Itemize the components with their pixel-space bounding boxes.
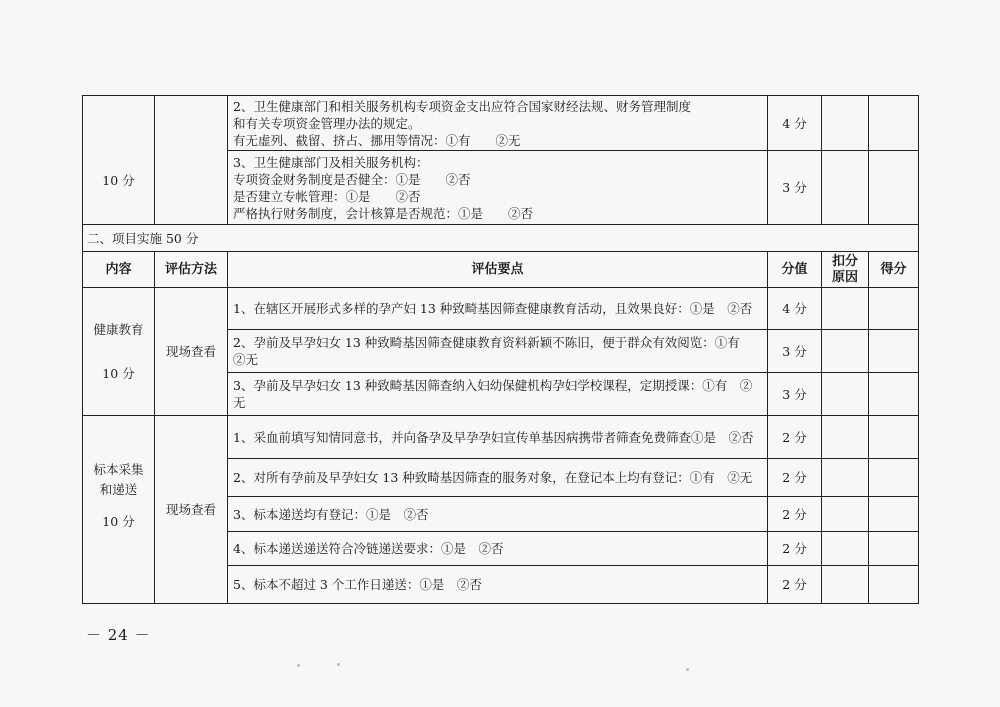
earned-cell — [869, 532, 919, 566]
deduction-cell — [822, 459, 869, 497]
content-cell — [83, 96, 155, 225]
content-score: 10 分 — [102, 172, 135, 188]
content-score: 10 分 — [102, 365, 135, 381]
earned-cell — [869, 288, 919, 330]
earned-cell — [869, 330, 919, 373]
score-value: 2 分 — [768, 566, 822, 604]
score-value: 2 分 — [768, 497, 822, 532]
earned-cell — [869, 151, 919, 225]
header-points: 评估要点 — [228, 252, 768, 288]
scan-speck — [297, 664, 300, 667]
table-row — [83, 96, 919, 151]
scan-speck — [686, 668, 689, 671]
content-score: 10 分 — [102, 514, 135, 529]
score-value: 2 分 — [768, 459, 822, 497]
evaluation-point: 1、采血前填写知情同意书，并向备孕及早孕孕妇宣传单基因病携带者筛查免费筛查①是 ②否 — [228, 416, 768, 459]
evaluation-point: 1、在辖区开展形式多样的孕产妇 13 种致畸基因筛查健康教育活动，且效果良好：①是 ②否 — [228, 288, 768, 330]
evaluation-point: 2、孕前及早孕妇女 13 种致畸基因筛查健康教育资料新颖不陈旧，便于群众有效阅览：①有 ②无 — [228, 330, 768, 373]
table-row — [83, 416, 919, 459]
header-deduction: 扣分原因 — [822, 252, 869, 288]
scan-speck — [337, 663, 340, 666]
deduction-cell — [822, 373, 869, 416]
score-value: 4 分 — [768, 96, 822, 151]
deduction-cell — [822, 416, 869, 459]
evaluation-point: 2、对所有孕前及早孕妇女 13 种致畸基因筛查的服务对象，在登记本上均有登记：①有 ②无 — [228, 459, 768, 497]
earned-cell — [869, 96, 919, 151]
score-value: 3 分 — [768, 330, 822, 373]
score-value: 4 分 — [768, 288, 822, 330]
evaluation-point: 2、卫生健康部门和相关服务机构专项资金支出应符合国家财经法规、财务管理制度 和有关专项资金管理办法的规定。 有无虚列、截留、挤占、挪用等情况：①有 ②无 — [228, 96, 768, 151]
method-cell: 现场查看 — [155, 288, 228, 416]
table-header-row — [83, 252, 919, 288]
score-value: 2 分 — [768, 416, 822, 459]
score-value: 2 分 — [768, 532, 822, 566]
header-score: 分值 — [768, 252, 822, 288]
table-row — [83, 225, 919, 252]
content-cell — [83, 288, 155, 416]
page-number: － 24 － — [86, 626, 151, 644]
header-content: 内容 — [83, 252, 155, 288]
section-title: 二、项目实施 50 分 — [83, 225, 919, 252]
deduction-cell — [822, 96, 869, 151]
score-value: 3 分 — [768, 373, 822, 416]
evaluation-point: 3、标本递送均有登记：①是 ②否 — [228, 497, 768, 532]
evaluation-point: 4、标本递送递送符合冷链递送要求：①是 ②否 — [228, 532, 768, 566]
earned-cell — [869, 497, 919, 532]
evaluation-point: 5、标本不超过 3 个工作日递送：①是 ②否 — [228, 566, 768, 604]
deduction-cell — [822, 151, 869, 225]
evaluation-point: 3、孕前及早孕妇女 13 种致畸基因筛查纳入妇幼保健机构孕妇学校课程，定期授课：①有 ②无 — [228, 373, 768, 416]
earned-cell — [869, 459, 919, 497]
earned-cell — [869, 566, 919, 604]
evaluation-point: 3、卫生健康部门及相关服务机构： 专项资金财务制度是否健全：①是 ②否 是否建立专帐管理：①是 ②否 严格执行财务制度，会计核算是否规范：①是 ②否 — [228, 151, 768, 225]
evaluation-table-page — [82, 95, 918, 604]
method-cell: 现场查看 — [155, 416, 228, 604]
earned-cell — [869, 416, 919, 459]
content-cell: 标本采集 和递送 10 分 — [83, 416, 155, 604]
deduction-cell — [822, 497, 869, 532]
header-earned: 得分 — [869, 252, 919, 288]
deduction-cell — [822, 566, 869, 604]
deduction-cell — [822, 532, 869, 566]
content-name: 标本采集 — [93, 462, 144, 477]
score-value: 3 分 — [768, 151, 822, 225]
evaluation-table — [82, 95, 919, 604]
deduction-cell — [822, 288, 869, 330]
header-method: 评估方法 — [155, 252, 228, 288]
table-row — [83, 288, 919, 330]
earned-cell — [869, 373, 919, 416]
content-name: 健康教育 — [93, 321, 144, 337]
deduction-cell — [822, 330, 869, 373]
method-cell — [155, 96, 228, 225]
